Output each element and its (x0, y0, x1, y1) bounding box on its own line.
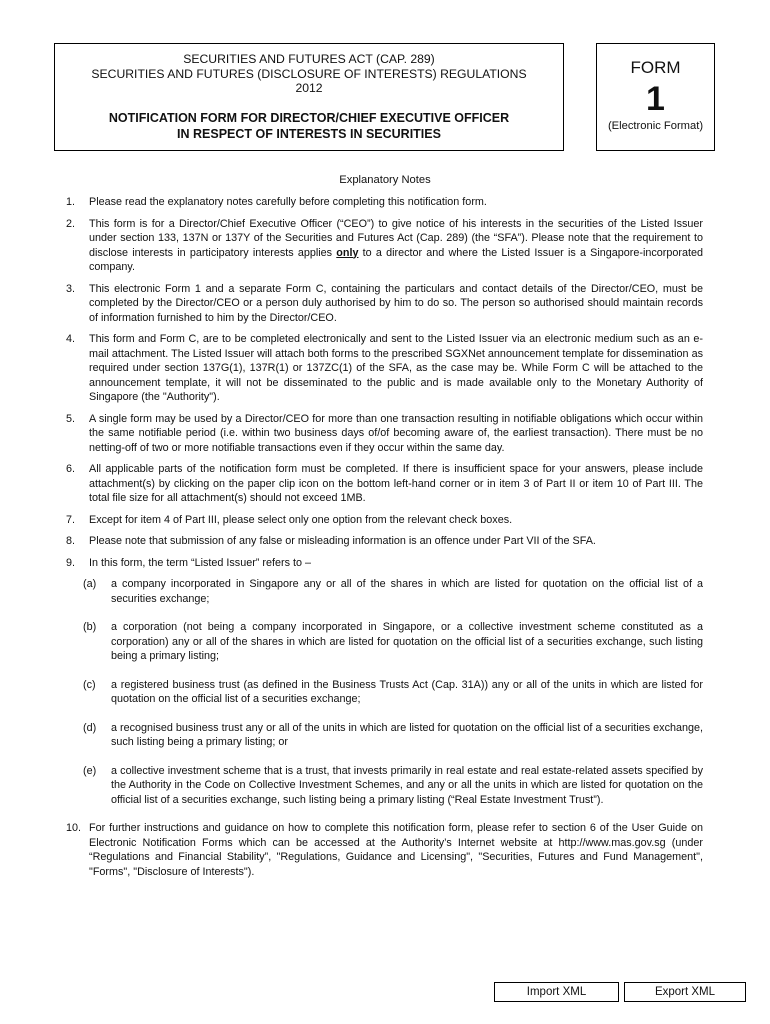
definition-item (83, 577, 703, 606)
emphasis-only: only (336, 246, 359, 259)
form-format: (Electronic Format) (607, 120, 704, 132)
note-number: 5. (66, 412, 76, 425)
form-title-line-1: NOTIFICATION FORM FOR DIRECTOR/CHIEF EXECUTIVE OFFICER (108, 110, 510, 125)
note-number: 10. (66, 822, 82, 834)
note-item (66, 217, 703, 275)
definition-text: a recognised business trust any or all of the units in which are listed for quotation on the official list of a securities exchange, such listing being a primary listing; or (111, 721, 703, 748)
note-item (66, 282, 703, 326)
note-item (66, 332, 703, 405)
note-text-part: This form is for a Director/Chief Executive Officer (“CEO”) to give notice of his interests in the securities of the Listed Issuer under section 133, 137N or 137Y of the Securities and Futures Act (Cap. 289) (the “SFA”). Please note that the requirement to disclose interests in participatory interests applies (89, 217, 703, 259)
note-text: This electronic Form 1 and a separate Form C, containing the particulars and contact details of the Director/CEO, must be completed by the Director/CEO or a person duly authorised by him to do so. The person so authorised should maintain records of information furnished to him by the Director/CEO. (89, 282, 703, 324)
note-text: All applicable parts of the notification form must be completed. If there is insufficient space for your answers, please include attachment(s) by clicking on the paper clip icon on the bottom left-hand corner or in item 3 of Part II or item 10 of Part III. The total file size for all attachment(s) should not exceed 1MB. (89, 463, 703, 504)
definition-label: (e) (83, 764, 97, 777)
note-text-part: to a director and where the Listed Issuer is a Singapore-incorporated company. (89, 246, 703, 273)
definition-text: a company incorporated in Singapore any or all of the shares in which are listed for quotation on the official list of a securities exchange; (111, 578, 703, 605)
note-text: A single form may be used by a Director/CEO for more than one transaction resulting in notifiable obligations which occur within the same notifiable period (i.e. within two business days of/of becoming aware of, the earliest transaction). There must be no netting-off of two or more notifiable transactions even if they occur within the same day. (89, 412, 703, 454)
import-xml-button[interactable]: Import XML (494, 982, 619, 1002)
form-header (54, 43, 564, 151)
definition-item (83, 620, 703, 664)
note-number: 3. (66, 282, 76, 295)
form-title-line-2: IN RESPECT OF INTERESTS IN SECURITIES (177, 126, 441, 141)
definition-text: a collective investment scheme that is a trust, that invests primarily in real estate and real estate-related assets specified by the Authority in the Code on Collective Investment Schemes, and any or all the units in which are listed for quotation on the official list of a securities exchange, such listing being a primary listing (“Real Estate Investment Trust”). (111, 764, 703, 806)
note-number: 9. (66, 556, 76, 569)
note-number: 1. (66, 196, 76, 208)
definition-item (83, 678, 703, 707)
note-text: Please read the explanatory notes carefully before completing this notification form. (89, 196, 487, 208)
note-text: Please note that submission of any false or misleading information is an offence under Part VII of the SFA. (89, 535, 596, 547)
act-title: SECURITIES AND FUTURES ACT (CAP. 289) (183, 52, 435, 66)
note-item (66, 195, 703, 210)
form-label: FORM (630, 58, 681, 77)
definition-label: (c) (83, 678, 96, 691)
regulations-year: 2012 (295, 81, 323, 95)
form-number-box (596, 43, 715, 151)
definition-label: (a) (83, 578, 97, 590)
form-title (55, 110, 563, 142)
notes-heading: Explanatory Notes (339, 174, 431, 186)
note-item (66, 556, 703, 571)
note-item (66, 412, 703, 456)
regulations-title: SECURITIES AND FUTURES (DISCLOSURE OF INTERESTS) REGULATIONS (91, 66, 527, 81)
definition-text: a corporation (not being a company incorporated in Singapore, or a collective investment scheme constituted as a corporation) any or all of the shares in which are listed for quotation on the official list of a securities exchange, such listing being a primary listing; (111, 621, 703, 662)
definition-label: (d) (83, 721, 97, 734)
definition-label: (b) (83, 621, 97, 633)
note-text: In this form, the term “Listed Issuer” refers to – (89, 556, 312, 569)
note-number: 6. (66, 463, 76, 475)
export-xml-button[interactable]: Export XML (624, 982, 746, 1002)
note-number: 2. (66, 217, 76, 230)
definition-item (83, 721, 703, 750)
note-number: 7. (66, 513, 76, 526)
note-text: For further instructions and guidance on how to complete this notification form, please refer to section 6 of the User Guide on Electronic Notification Forms which can be accessed at the Authority’s Internet website at http://www.mas.gov.sg (under “Regulations and Financial Stability”, "Regulations, Guidance and Licensing", "Securities, Futures and Fund Management", "Forms", "Disclosure of Interests"). (89, 822, 703, 878)
note-number: 8. (66, 535, 76, 547)
definition-text: a registered business trust (as defined in the Business Trusts Act (Cap. 31A)) any or all of the units in which are listed for quotation on the official list of a securities exchange; (111, 678, 703, 705)
listed-issuer-definitions (66, 577, 703, 807)
note-item (66, 534, 703, 549)
note-text: This form and Form C, are to be completed electronically and sent to the Listed Issuer via an electronic medium such as an e-mail attachment. The Listed Issuer will attach both forms to the prescribed SGXNet announcement template for dissemination as required under section 137G(1), 137R(1) or 137ZC(1) of the SFA, as the case may be. While Form C will be attached to the announcement template, it will not be disseminated to the public and is made available only to the Monetary Authority of Singapore (the "Authority"). (89, 333, 703, 403)
note-item (66, 821, 703, 879)
note-text: Except for item 4 of Part III, please select only one option from the relevant check boxes. (89, 513, 513, 526)
note-item (66, 462, 703, 506)
definition-item (83, 764, 703, 808)
note-number: 4. (66, 333, 76, 345)
note-item (66, 513, 703, 528)
explanatory-notes (66, 195, 703, 886)
form-number: 1 (646, 80, 665, 118)
note-text (89, 217, 703, 275)
